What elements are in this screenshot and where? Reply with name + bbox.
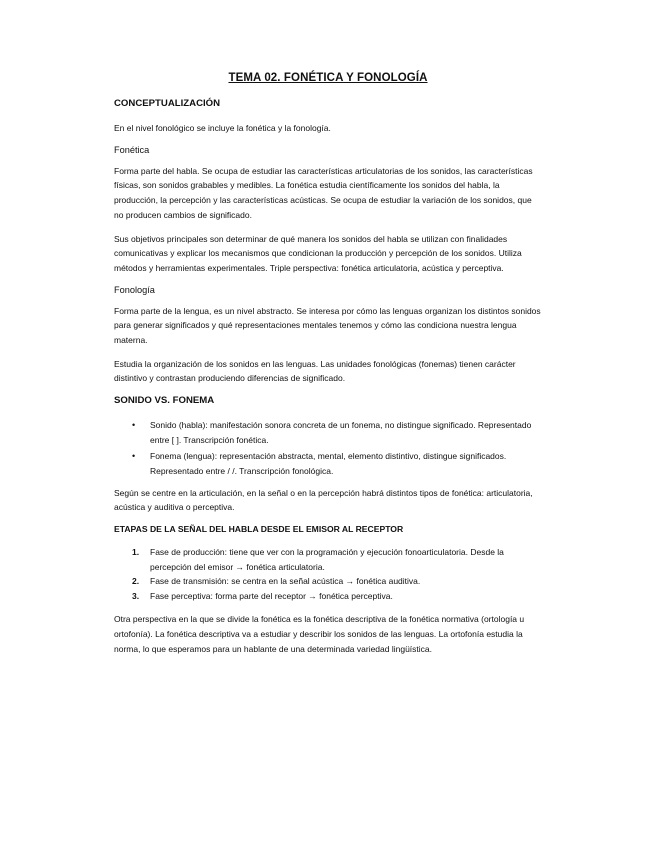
list-item xyxy=(114,449,542,478)
intro-paragraph: En el nivel fonológico se incluye la fonética y la fonología. xyxy=(114,123,331,133)
heading-etapas: ETAPAS DE LA SEÑAL DEL HABLA DESDE EL EMISOR AL RECEPTOR xyxy=(114,523,404,534)
list-item xyxy=(114,545,542,574)
list-number: 2. xyxy=(132,576,140,587)
closing-paragraph: Otra perspectiva en la que se divide la fonética es la fonética descriptiva de la fonética normativa (ortología u ortofonía). La fonética descriptiva va a estudiar y describir los sonidos de las lenguas. La ortofonía estudia la norma, lo que esperamos para un hablante de una determinada variedad lingüística. xyxy=(114,614,525,654)
fonetica-paragraph-1: Forma parte del habla. Se ocupa de estudiar las características articulatorias de los sonidos, las características físicas, son sonidos grabables y medibles. La fonética estudia científicamente los sonidos del habla, la producción, la percepción y las características acústicas. Se ocupa de estudiar la variación de los sonidos, que no producen cambios de significado. xyxy=(114,165,533,220)
list-item xyxy=(114,418,542,447)
heading-fonetica: Fonética xyxy=(114,144,150,155)
fonetica-paragraph-2: Sus objetivos principales son determinar de qué manera los sonidos del habla se utilizan con finalidades comunicativas y explicar los mecanismos que condicionan la producción y percepción de los sonidos. Utiliza métodos y herramientas experimentales. Triple perspectiva: fonética articulatoria, acústica y perceptiva. xyxy=(114,233,522,273)
heading-fonologia: Fonología xyxy=(114,284,155,295)
bullet-icon: • xyxy=(132,451,136,462)
list-item-text: Fonema (lengua): representación abstracta, mental, elemento distintivo, distingue significados. Representado entre / /. Transcripción fonológica. xyxy=(150,451,507,476)
list-number: 3. xyxy=(132,590,140,601)
heading-sonido-vs-fonema: SONIDO VS. FONEMA xyxy=(114,395,215,407)
list-item-text: Fase perceptiva: forma parte del receptor → fonética perceptiva. xyxy=(150,590,393,601)
bullet-icon: • xyxy=(132,420,136,431)
list-item-text: Sonido (habla): manifestación sonora concreta de un fonema, no distingue significado. Representado entre [ ]. Transcripción fonética. xyxy=(150,420,532,445)
list-item-text: Fase de producción: tiene que ver con la programación y ejecución fonoarticulatoria. Desde la percepción del emisor → fonética articulatoria. xyxy=(150,546,504,572)
document-title: TEMA 02. FONÉTICA Y FONOLOGÍA xyxy=(228,72,428,84)
etapas-list xyxy=(114,545,542,603)
fonologia-paragraph-1: Forma parte de la lengua, es un nivel abstracto. Se interesa por cómo las lenguas organizan los distintos sonidos para generar significados y qué representaciones mentales tenemos y cómo las condiciona nuestra lengua materna. xyxy=(114,305,541,346)
fonologia-paragraph-2: Estudia la organización de los sonidos en las lenguas. Las unidades fonológicas (fonemas) tienen carácter distintivo y contrastan produciendo diferencias de significado. xyxy=(114,358,516,384)
tipos-fonetica-paragraph: Según se centre en la articulación, en la señal o en la percepción habrá distintos tipos de fonética: articulatoria, acústica y auditiva o perceptiva. xyxy=(114,487,533,513)
list-item xyxy=(114,574,542,589)
sonido-fonema-list xyxy=(114,418,542,478)
list-item-text: Fase de transmisión: se centra en la señal acústica → fonética auditiva. xyxy=(150,576,421,587)
list-item xyxy=(114,589,542,604)
list-number: 1. xyxy=(132,546,140,557)
heading-conceptualizacion: CONCEPTUALIZACIÓN xyxy=(114,98,221,109)
document-page xyxy=(114,72,542,665)
